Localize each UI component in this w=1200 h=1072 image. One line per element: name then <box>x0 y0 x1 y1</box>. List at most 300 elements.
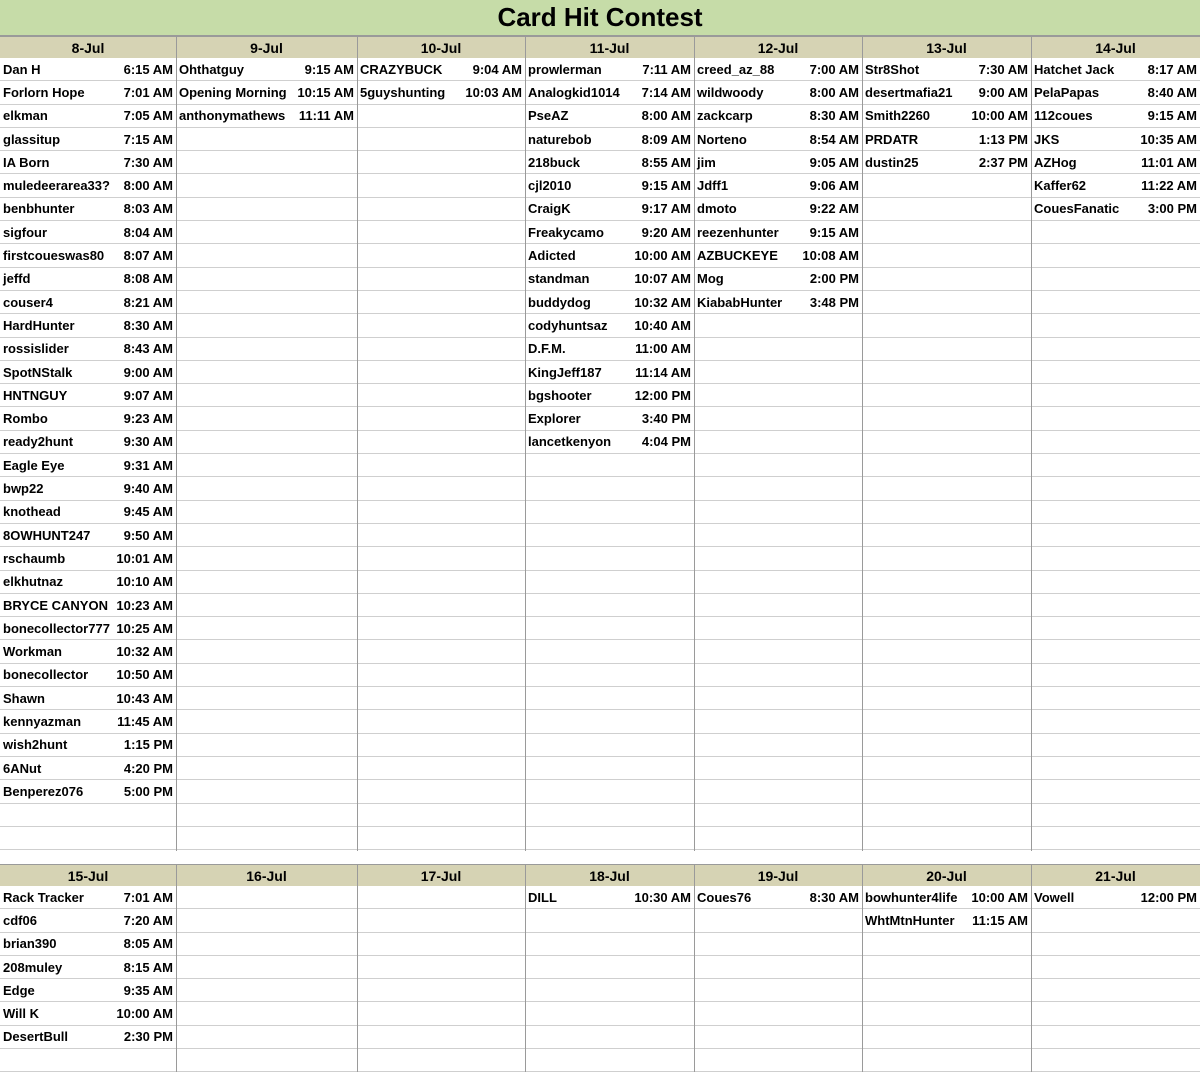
day-header: 8-Jul <box>0 37 176 58</box>
day-header: 12-Jul <box>694 37 862 58</box>
entry-row <box>694 641 862 664</box>
entry-row <box>525 909 694 932</box>
entry-row <box>357 175 525 198</box>
entry-row <box>525 175 694 198</box>
hunter-name: lancetkenyon <box>528 434 612 450</box>
hunter-name: couser4 <box>3 294 53 310</box>
entry-row <box>1031 979 1200 1002</box>
hunter-name: reezenhunter <box>697 224 779 240</box>
column-divider <box>1031 864 1032 1072</box>
entry-row <box>525 151 694 174</box>
entry-row <box>176 175 357 198</box>
day-column <box>862 36 1031 851</box>
hit-time: 10:07 AM <box>634 271 691 287</box>
entry-row <box>176 501 357 524</box>
entry-row <box>694 1026 862 1049</box>
hit-time: 7:14 AM <box>641 84 691 100</box>
day-column <box>1031 864 1200 1072</box>
entry-row <box>694 477 862 500</box>
hunter-name: buddydog <box>528 294 591 310</box>
entry-row <box>176 827 357 850</box>
entry-row <box>357 454 525 477</box>
hunter-name: anthonymathews <box>179 108 286 124</box>
entry-row <box>0 268 176 291</box>
entry-row <box>694 408 862 431</box>
entry-row <box>0 571 176 594</box>
entry-row <box>694 909 862 932</box>
entry-row <box>0 501 176 524</box>
entry-row <box>1031 757 1200 780</box>
entry-row <box>357 664 525 687</box>
entry-row <box>176 757 357 780</box>
hunter-name: PseAZ <box>528 108 569 124</box>
contest-title: Card Hit Contest <box>0 0 1200 36</box>
entry-row <box>0 909 176 932</box>
entry-row <box>525 314 694 337</box>
hit-time: 6:15 AM <box>123 61 173 77</box>
entry-row <box>176 594 357 617</box>
entry-row <box>1031 594 1200 617</box>
entry-row <box>525 338 694 361</box>
hunter-name: Dan H <box>3 61 41 77</box>
hunter-name: desertmafia21 <box>865 84 953 100</box>
entry-row <box>1031 1049 1200 1072</box>
hunter-name: BRYCE CANYON <box>3 597 108 613</box>
entry-row <box>1031 408 1200 431</box>
entry-row <box>862 58 1031 81</box>
entry-row <box>1031 1003 1200 1026</box>
entry-row <box>694 314 862 337</box>
entry-row <box>176 314 357 337</box>
entry-row <box>0 128 176 151</box>
entry-row <box>0 1003 176 1026</box>
hit-time: 9:04 AM <box>472 61 522 77</box>
entry-row <box>694 933 862 956</box>
hunter-name: glassitup <box>3 131 61 147</box>
hit-time: 8:09 AM <box>641 131 691 147</box>
entry-row <box>0 687 176 710</box>
entry-row <box>1031 524 1200 547</box>
entry-row <box>0 956 176 979</box>
entry-row <box>862 979 1031 1002</box>
entry-row <box>694 244 862 267</box>
entry-row <box>525 571 694 594</box>
entry-row <box>1031 81 1200 104</box>
hunter-name: Str8Shot <box>865 61 920 77</box>
hit-time: 8:40 AM <box>1147 84 1197 100</box>
column-divider <box>862 864 863 1072</box>
hunter-name: bonecollector <box>3 667 89 683</box>
hunter-name: Benperez076 <box>3 783 84 799</box>
entry-row <box>176 687 357 710</box>
entry-row <box>0 547 176 570</box>
entry-row <box>357 408 525 431</box>
entry-row <box>176 617 357 640</box>
entry-row <box>357 361 525 384</box>
day-column <box>1031 36 1200 851</box>
hunter-name: benbhunter <box>3 201 75 217</box>
hunter-name: Kaffer62 <box>1034 178 1087 194</box>
entry-row <box>357 571 525 594</box>
entry-row <box>862 477 1031 500</box>
hit-time: 9:31 AM <box>123 457 173 473</box>
day-header: 10-Jul <box>357 37 525 58</box>
hunter-name: naturebob <box>528 131 592 147</box>
entry-row <box>694 780 862 803</box>
hit-time: 10:23 AM <box>116 597 173 613</box>
hit-time: 10:50 AM <box>116 667 173 683</box>
hit-time: 7:15 AM <box>123 131 173 147</box>
entry-row <box>525 291 694 314</box>
hit-time: 9:50 AM <box>123 527 173 543</box>
hit-time: 7:05 AM <box>123 108 173 124</box>
entry-row <box>0 58 176 81</box>
entry-row <box>525 979 694 1002</box>
entry-row <box>1031 338 1200 361</box>
day-header: 16-Jul <box>176 865 357 886</box>
column-divider <box>525 864 526 1072</box>
entry-row <box>694 221 862 244</box>
hunter-name: AZBUCKEYE <box>697 248 778 264</box>
entry-row <box>525 524 694 547</box>
hunter-name: KingJeff187 <box>528 364 602 380</box>
day-header: 15-Jul <box>0 865 176 886</box>
hit-time: 1:15 PM <box>123 737 173 753</box>
entry-row <box>694 804 862 827</box>
hit-time: 8:03 AM <box>123 201 173 217</box>
entry-row <box>357 804 525 827</box>
entry-row <box>694 524 862 547</box>
entry-row <box>357 641 525 664</box>
hit-time: 10:00 AM <box>971 108 1028 124</box>
entry-row <box>357 956 525 979</box>
entry-row <box>862 547 1031 570</box>
entry-row <box>176 477 357 500</box>
entry-row <box>176 81 357 104</box>
hit-time: 8:55 AM <box>641 154 691 170</box>
day-header: 21-Jul <box>1031 865 1200 886</box>
hunter-name: bgshooter <box>528 387 592 403</box>
entry-row <box>525 804 694 827</box>
entry-row <box>862 81 1031 104</box>
entry-row <box>0 291 176 314</box>
entry-row <box>176 1003 357 1026</box>
entry-row <box>694 956 862 979</box>
week-block-1 <box>0 36 1200 851</box>
entry-row <box>176 886 357 909</box>
hunter-name: muledeerarea33? <box>3 178 110 194</box>
entry-row <box>357 757 525 780</box>
hit-time: 9:15 AM <box>641 178 691 194</box>
entry-row <box>862 221 1031 244</box>
hit-time: 7:01 AM <box>123 889 173 905</box>
entry-row <box>176 128 357 151</box>
hunter-name: rschaumb <box>3 550 66 566</box>
entry-row <box>525 408 694 431</box>
column-divider <box>694 36 695 851</box>
entry-row <box>862 617 1031 640</box>
entry-row <box>694 979 862 1002</box>
hunter-name: Ohthatguy <box>179 61 244 77</box>
hit-time: 8:05 AM <box>123 936 173 952</box>
hit-time: 7:30 AM <box>978 61 1028 77</box>
hunter-name: Forlorn Hope <box>3 84 85 100</box>
hunter-name: Hatchet Jack <box>1034 61 1115 77</box>
entry-row <box>694 710 862 733</box>
entry-row <box>176 780 357 803</box>
hunter-name: wish2hunt <box>3 737 68 753</box>
hit-time: 8:00 AM <box>809 84 859 100</box>
day-header: 17-Jul <box>357 865 525 886</box>
entry-row <box>357 1049 525 1072</box>
entry-row <box>694 547 862 570</box>
entry-row <box>357 1026 525 1049</box>
hit-time: 10:08 AM <box>802 248 859 264</box>
entry-row <box>694 338 862 361</box>
entry-row <box>357 710 525 733</box>
hit-time: 2:30 PM <box>123 1029 173 1045</box>
entry-row <box>525 361 694 384</box>
hit-time: 2:37 PM <box>978 154 1028 170</box>
day-column <box>694 36 862 851</box>
hunter-name: Jdff1 <box>697 178 729 194</box>
hunter-name: WhtMtnHunter <box>865 912 955 928</box>
entry-row <box>357 338 525 361</box>
day-header: 18-Jul <box>525 865 694 886</box>
hit-time: 8:08 AM <box>123 271 173 287</box>
hit-time: 10:35 AM <box>1140 131 1197 147</box>
entry-row <box>0 151 176 174</box>
column-divider <box>176 864 177 1072</box>
entry-row <box>525 734 694 757</box>
entry-row <box>694 687 862 710</box>
entry-row <box>525 827 694 850</box>
hit-time: 9:05 AM <box>809 154 859 170</box>
entry-row <box>176 268 357 291</box>
entry-row <box>694 1003 862 1026</box>
hunter-name: CraigK <box>528 201 571 217</box>
hunter-name: Workman <box>3 644 62 660</box>
entry-row <box>525 105 694 128</box>
entry-row <box>862 244 1031 267</box>
hit-time: 8:15 AM <box>123 959 173 975</box>
entry-row <box>0 384 176 407</box>
entry-row <box>357 431 525 454</box>
entry-row <box>357 221 525 244</box>
hunter-name: prowlerman <box>528 61 602 77</box>
hit-time: 8:54 AM <box>809 131 859 147</box>
hit-time: 7:20 AM <box>123 912 173 928</box>
entry-row <box>694 105 862 128</box>
entry-row <box>1031 384 1200 407</box>
hunter-name: knothead <box>3 504 61 520</box>
entry-row <box>0 454 176 477</box>
entry-row <box>357 58 525 81</box>
entry-row <box>1031 1026 1200 1049</box>
entry-row <box>357 384 525 407</box>
entry-row <box>0 641 176 664</box>
hit-time: 8:43 AM <box>123 341 173 357</box>
entry-row <box>694 384 862 407</box>
entry-row <box>525 886 694 909</box>
entry-row <box>176 1026 357 1049</box>
hit-time: 9:35 AM <box>123 982 173 998</box>
entry-row <box>0 780 176 803</box>
entry-row <box>1031 710 1200 733</box>
column-divider <box>357 36 358 851</box>
hit-time: 9:17 AM <box>641 201 691 217</box>
hunter-name: HardHunter <box>3 317 75 333</box>
entry-row <box>0 221 176 244</box>
entry-row <box>176 338 357 361</box>
hunter-name: jim <box>697 154 716 170</box>
entry-row <box>357 979 525 1002</box>
hunter-name: creed_az_88 <box>697 61 775 77</box>
entry-row <box>1031 314 1200 337</box>
entry-row <box>694 198 862 221</box>
hit-time: 7:01 AM <box>123 84 173 100</box>
hit-time: 8:00 AM <box>641 108 691 124</box>
entry-row <box>1031 268 1200 291</box>
hunter-name: 8OWHUNT247 <box>3 527 91 543</box>
hit-time: 8:00 AM <box>123 178 173 194</box>
hit-time: 3:00 PM <box>1147 201 1197 217</box>
hunter-name: Eagle Eye <box>3 457 65 473</box>
entry-row <box>1031 454 1200 477</box>
column-divider <box>357 864 358 1072</box>
entry-row <box>862 757 1031 780</box>
entry-row <box>1031 571 1200 594</box>
entry-row <box>694 268 862 291</box>
entry-row <box>176 198 357 221</box>
hit-time: 9:07 AM <box>123 387 173 403</box>
entry-row <box>862 641 1031 664</box>
entry-row <box>176 933 357 956</box>
hit-time: 10:40 AM <box>634 317 691 333</box>
entry-row <box>525 221 694 244</box>
entry-row <box>0 1026 176 1049</box>
entry-row <box>176 151 357 174</box>
hunter-name: cjl2010 <box>528 178 572 194</box>
entry-row <box>694 1049 862 1072</box>
hit-time: 10:00 AM <box>634 248 691 264</box>
entry-row <box>525 956 694 979</box>
hunter-name: elkman <box>3 108 48 124</box>
hunter-name: 6ANut <box>3 760 42 776</box>
day-header: 11-Jul <box>525 37 694 58</box>
hit-time: 9:00 AM <box>978 84 1028 100</box>
entry-row <box>1031 734 1200 757</box>
hit-time: 2:00 PM <box>809 271 859 287</box>
column-divider <box>525 36 526 851</box>
entry-row <box>525 687 694 710</box>
entry-row <box>0 244 176 267</box>
hit-time: 9:15 AM <box>1147 108 1197 124</box>
entry-row <box>1031 291 1200 314</box>
entry-row <box>1031 244 1200 267</box>
entry-row <box>357 198 525 221</box>
entry-row <box>694 151 862 174</box>
hit-time: 11:45 AM <box>117 714 173 730</box>
entry-row <box>694 175 862 198</box>
entry-row <box>176 734 357 757</box>
entry-row <box>1031 221 1200 244</box>
entry-row <box>862 314 1031 337</box>
entry-row <box>357 291 525 314</box>
entry-row <box>0 81 176 104</box>
hit-time: 10:00 AM <box>971 889 1028 905</box>
entry-row <box>1031 431 1200 454</box>
entry-row <box>525 757 694 780</box>
entry-row <box>1031 664 1200 687</box>
entry-row <box>862 524 1031 547</box>
entry-row <box>1031 956 1200 979</box>
hunter-name: 112coues <box>1034 108 1093 124</box>
entry-row <box>1031 617 1200 640</box>
entry-row <box>0 361 176 384</box>
hit-time: 10:25 AM <box>116 620 173 636</box>
hit-time: 1:13 PM <box>978 131 1028 147</box>
hunter-name: IA Born <box>3 154 50 170</box>
hit-time: 9:15 AM <box>809 224 859 240</box>
entry-row <box>694 827 862 850</box>
entry-row <box>0 105 176 128</box>
entry-row <box>357 477 525 500</box>
hit-time: 4:04 PM <box>641 434 691 450</box>
entry-row <box>357 909 525 932</box>
hunter-name: cdf06 <box>3 912 37 928</box>
hunter-name: Vowell <box>1034 889 1075 905</box>
entry-row <box>862 175 1031 198</box>
entry-row <box>357 780 525 803</box>
entry-row <box>0 617 176 640</box>
entry-row <box>357 547 525 570</box>
entry-row <box>862 1026 1031 1049</box>
hunter-name: zackcarp <box>697 108 753 124</box>
week-separator <box>0 851 1200 864</box>
entry-row <box>357 933 525 956</box>
column-divider <box>176 36 177 851</box>
day-column <box>357 864 525 1072</box>
hit-time: 11:11 AM <box>298 108 354 124</box>
hunter-name: SpotNStalk <box>3 364 73 380</box>
entry-row <box>1031 151 1200 174</box>
entry-row <box>0 594 176 617</box>
entry-row <box>0 338 176 361</box>
entry-row <box>862 198 1031 221</box>
entry-row <box>357 617 525 640</box>
entry-row <box>1031 780 1200 803</box>
entry-row <box>1031 128 1200 151</box>
entry-row <box>0 710 176 733</box>
hunter-name: 208muley <box>3 959 63 975</box>
entry-row <box>357 827 525 850</box>
entry-row <box>862 268 1031 291</box>
entry-row <box>0 175 176 198</box>
entry-row <box>176 105 357 128</box>
day-column <box>176 36 357 851</box>
entry-row <box>862 105 1031 128</box>
hit-time: 11:22 AM <box>1141 178 1197 194</box>
entry-row <box>862 594 1031 617</box>
entry-row <box>1031 827 1200 850</box>
entry-row <box>1031 198 1200 221</box>
entry-row <box>694 58 862 81</box>
hit-time: 9:20 AM <box>641 224 691 240</box>
entry-row <box>525 1003 694 1026</box>
entry-row <box>694 594 862 617</box>
entry-row <box>357 268 525 291</box>
